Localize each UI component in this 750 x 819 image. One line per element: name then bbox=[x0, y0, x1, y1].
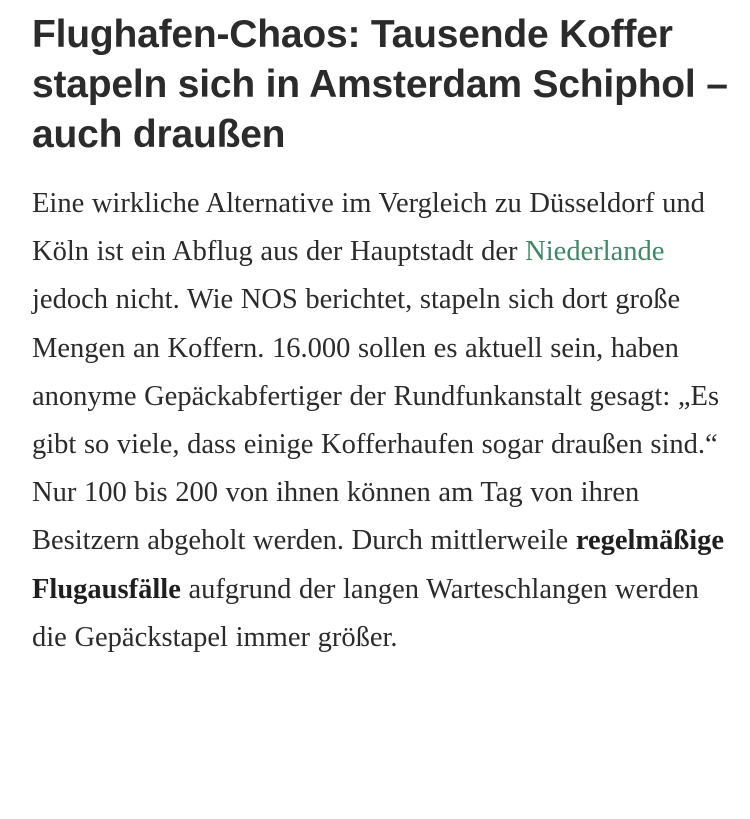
article bbox=[32, 10, 732, 662]
article-paragraph bbox=[32, 180, 732, 662]
bold-phrase: regelmäßige Flugausfälle bbox=[32, 525, 725, 605]
paragraph-text-end: aufgrund der langen Warteschlangen werden die Gepäckstapel immer größer. bbox=[32, 573, 699, 653]
niederlande-link[interactable]: Niederlande bbox=[525, 236, 665, 268]
paragraph-text-middle: jedoch nicht. Wie NOS berichtet, stapeln sich dort große Mengen an Koffern. 16.000 sollen es aktuell sein, haben anonyme Gepäckabfertiger der Rundfunkanstalt gesagt: „Es gibt so viele, dass einige Kofferhaufen sogar draußen sind.“ Nur 100 bis 200 von ihnen können am Tag von ihren Besitzern abgeholt werden. Durch mittlerweile bbox=[32, 284, 720, 557]
article-headline: Flughafen-Chaos: Tausende Koffer stapeln sich in Amsterdam Schiphol – auch draußen bbox=[32, 13, 728, 156]
paragraph-text-start: Eine wirkliche Alternative im Vergleich zu Düsseldorf und Köln ist ein Abflug aus der Hauptstadt der bbox=[32, 188, 705, 268]
